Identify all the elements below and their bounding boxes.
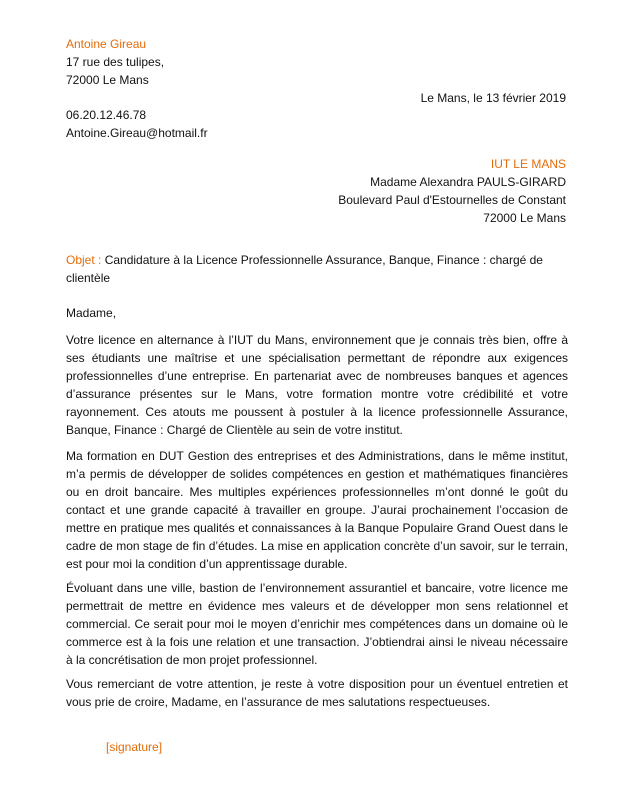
sender-phone: 06.20.12.46.78 bbox=[66, 108, 147, 122]
paragraph-line: rayonnement. Ces atouts me poussent à postuler à la licence professionnelle Assurance, bbox=[66, 405, 568, 419]
recipient-block bbox=[338, 155, 566, 227]
paragraph-line: Évoluant dans une ville, bastion de l’environnement assurantiel et bancaire, votre licence me bbox=[66, 581, 568, 595]
paragraph-line: m’a permis de développer de solides compétences en gestion et mathématiques financières bbox=[66, 467, 568, 481]
paragraph-line: Vous remerciant de votre attention, je reste à votre disposition pour un éventuel entretien et bbox=[66, 677, 568, 691]
paragraph-line: est pour moi la condition d’un apprentissage durable. bbox=[66, 557, 348, 571]
paragraph-4 bbox=[66, 675, 568, 711]
paragraph-line: d’assurance présentes sur le Mans, votre formation montre votre crédibilité et votre bbox=[66, 387, 568, 401]
paragraph-1 bbox=[66, 331, 568, 439]
sender-city: 72000 Le Mans bbox=[66, 73, 149, 87]
signature-text: [signature] bbox=[106, 740, 163, 754]
subject-text-line1: Candidature à la Licence Professionnelle Assurance, Banque, Finance : chargé de bbox=[104, 253, 543, 267]
salutation bbox=[66, 304, 116, 322]
paragraph-line: ou en droit bancaire. Mes multiples expériences professionnelles m’ont donné le goût du bbox=[66, 485, 568, 499]
recipient-name: Madame Alexandra PAULS-GIRARD bbox=[370, 175, 566, 189]
place-date-text: Le Mans, le 13 février 2019 bbox=[420, 91, 566, 105]
sender-block bbox=[66, 35, 164, 89]
paragraph-line: ses étudiants une maîtrise et une spécialisation permettant de répondre aux exigences bbox=[66, 351, 568, 365]
paragraph-2 bbox=[66, 447, 568, 573]
sender-contact bbox=[66, 106, 208, 142]
paragraph-line: cadre de mon stage de fin d’études. La mise en application concrète d’un savoir, sur le terrain, bbox=[66, 539, 568, 553]
paragraph-line: Votre licence en alternance à l’IUT du Mans, environnement que je connais très bien, offre à bbox=[66, 333, 568, 347]
signature-placeholder bbox=[106, 738, 162, 756]
sender-name: Antoine Gireau bbox=[66, 37, 147, 51]
paragraph-3 bbox=[66, 579, 568, 669]
salutation-text: Madame, bbox=[66, 306, 117, 320]
subject-label: Objet : bbox=[66, 253, 102, 267]
place-date bbox=[421, 89, 566, 107]
paragraph-line: contact et une grande capacité à travailler en groupe. J’aurai prochainement l’occasion de bbox=[66, 503, 568, 517]
subject-block bbox=[66, 251, 543, 287]
subject-text-line2: clientèle bbox=[66, 271, 111, 285]
sender-email: Antoine.Gireau@hotmail.fr bbox=[66, 126, 208, 140]
sender-street: 17 rue des tulipes, bbox=[66, 55, 165, 69]
paragraph-line: commerce est à la fois une relation et une transaction. J’obtiendrai ainsi le niveau nécessaire bbox=[66, 635, 568, 649]
paragraph-line: professionnelles d’une entreprise. En partenariat avec de nombreuses banques et agences bbox=[66, 369, 568, 383]
paragraph-line: Banque, Finance : Chargé de Clientèle au sein de votre institut. bbox=[66, 423, 403, 437]
paragraph-line: permettrait de mettre en évidence mes valeurs et de développer mon sens relationnel et bbox=[66, 599, 568, 613]
recipient-street: Boulevard Paul d'Estournelles de Constant bbox=[338, 193, 566, 207]
paragraph-line: commercial. Ce serait pour moi le moyen d’enrichir mes compétences dans un domaine où le bbox=[66, 617, 568, 631]
paragraph-line: mettre en pratique mes qualités et connaissances à la Banque Populaire Grand Ouest dans le bbox=[66, 521, 568, 535]
paragraph-line: vous prie de croire, Madame, en l’assurance de mes salutations respectueuses. bbox=[66, 695, 491, 709]
recipient-city: 72000 Le Mans bbox=[483, 211, 566, 225]
paragraph-line: à la concrétisation de mon projet professionnel. bbox=[66, 653, 318, 667]
paragraph-line: Ma formation en DUT Gestion des entreprises et des Administrations, dans le même institut, bbox=[66, 449, 568, 463]
recipient-org: IUT LE MANS bbox=[490, 157, 566, 171]
